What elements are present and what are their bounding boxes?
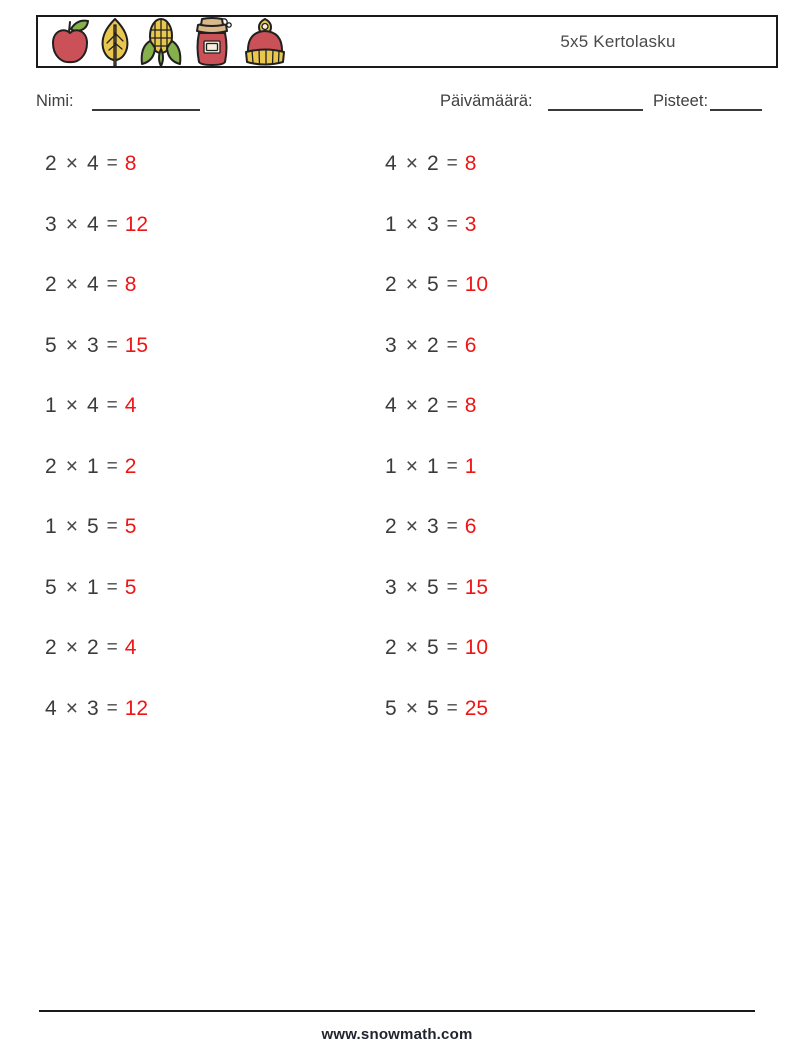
factor-b: 3 bbox=[426, 212, 439, 236]
multiplication-sign: × bbox=[405, 636, 418, 660]
answer: 12 bbox=[124, 696, 149, 720]
equals-sign: = bbox=[106, 576, 118, 598]
multiplication-sign: × bbox=[65, 273, 78, 297]
factor-b: 3 bbox=[426, 515, 439, 539]
jam-jar-icon bbox=[190, 17, 234, 67]
problems-column-left bbox=[45, 134, 148, 739]
answer: 8 bbox=[124, 152, 137, 176]
problem-row bbox=[385, 679, 488, 740]
factor-b: 2 bbox=[426, 333, 439, 357]
factor-a: 2 bbox=[385, 273, 397, 297]
corn-icon bbox=[138, 17, 184, 67]
equals-sign: = bbox=[106, 395, 118, 417]
multiplication-sign: × bbox=[405, 696, 418, 720]
multiplication-sign: × bbox=[405, 152, 418, 176]
answer: 12 bbox=[124, 212, 149, 236]
equals-sign: = bbox=[446, 697, 458, 719]
multiplication-sign: × bbox=[405, 212, 418, 236]
answer: 6 bbox=[464, 333, 477, 357]
equals-sign: = bbox=[446, 334, 458, 356]
score-label: Pisteet: bbox=[653, 92, 709, 110]
multiplication-sign: × bbox=[405, 333, 418, 357]
factor-a: 1 bbox=[45, 394, 57, 418]
header-box bbox=[36, 15, 778, 68]
factor-a: 5 bbox=[45, 575, 57, 599]
equals-sign: = bbox=[446, 395, 458, 417]
equals-sign: = bbox=[446, 637, 458, 659]
factor-a: 2 bbox=[45, 152, 57, 176]
answer: 1 bbox=[464, 454, 477, 478]
factor-a: 4 bbox=[385, 394, 397, 418]
equals-sign: = bbox=[106, 637, 118, 659]
answer: 6 bbox=[464, 515, 477, 539]
equals-sign: = bbox=[106, 153, 118, 175]
problem-row bbox=[45, 316, 148, 377]
factor-a: 1 bbox=[45, 515, 57, 539]
problem-row bbox=[385, 134, 488, 195]
equals-sign: = bbox=[446, 153, 458, 175]
answer: 15 bbox=[464, 575, 489, 599]
name-blank-line bbox=[92, 109, 200, 111]
date-blank-line bbox=[548, 109, 643, 111]
problem-row bbox=[45, 134, 148, 195]
name-label: Nimi: bbox=[36, 92, 74, 110]
multiplication-sign: × bbox=[405, 394, 418, 418]
factor-a: 1 bbox=[385, 454, 397, 478]
factor-b: 2 bbox=[86, 636, 99, 660]
factor-b: 5 bbox=[426, 575, 439, 599]
problem-row bbox=[385, 437, 488, 498]
multiplication-sign: × bbox=[65, 636, 78, 660]
factor-a: 2 bbox=[45, 454, 57, 478]
apple-icon bbox=[48, 18, 92, 66]
factor-a: 3 bbox=[385, 333, 397, 357]
factor-a: 5 bbox=[45, 333, 57, 357]
answer: 15 bbox=[124, 333, 149, 357]
factor-b: 2 bbox=[426, 394, 439, 418]
equals-sign: = bbox=[446, 213, 458, 235]
problem-row bbox=[385, 376, 488, 437]
equals-sign: = bbox=[106, 455, 118, 477]
equals-sign: = bbox=[446, 576, 458, 598]
multiplication-sign: × bbox=[65, 515, 78, 539]
problem-row bbox=[385, 316, 488, 377]
factor-b: 5 bbox=[426, 636, 439, 660]
winter-hat-icon bbox=[240, 17, 290, 67]
problem-row bbox=[45, 497, 148, 558]
factor-b: 1 bbox=[86, 454, 99, 478]
answer: 10 bbox=[464, 273, 489, 297]
multiplication-sign: × bbox=[65, 152, 78, 176]
factor-a: 2 bbox=[45, 636, 57, 660]
problem-row bbox=[45, 255, 148, 316]
factor-b: 4 bbox=[86, 394, 99, 418]
problem-row bbox=[45, 376, 148, 437]
multiplication-sign: × bbox=[65, 454, 78, 478]
answer: 8 bbox=[464, 152, 477, 176]
multiplication-sign: × bbox=[405, 515, 418, 539]
footer-divider bbox=[39, 1010, 755, 1012]
multiplication-sign: × bbox=[405, 454, 418, 478]
factor-a: 2 bbox=[385, 515, 397, 539]
problems-column-right bbox=[385, 134, 488, 739]
factor-a: 3 bbox=[45, 212, 57, 236]
answer: 4 bbox=[124, 394, 137, 418]
factor-b: 5 bbox=[426, 273, 439, 297]
answer: 4 bbox=[124, 636, 137, 660]
answer: 3 bbox=[464, 212, 477, 236]
equals-sign: = bbox=[446, 455, 458, 477]
website-url: www.snowmath.com bbox=[321, 1026, 473, 1043]
factor-a: 2 bbox=[45, 273, 57, 297]
multiplication-sign: × bbox=[65, 394, 78, 418]
factor-a: 1 bbox=[385, 212, 397, 236]
factor-b: 4 bbox=[86, 273, 99, 297]
answer: 25 bbox=[464, 696, 489, 720]
factor-a: 4 bbox=[45, 696, 57, 720]
factor-a: 2 bbox=[385, 636, 397, 660]
factor-b: 3 bbox=[86, 696, 99, 720]
factor-b: 4 bbox=[86, 212, 99, 236]
factor-a: 3 bbox=[385, 575, 397, 599]
problem-row bbox=[385, 497, 488, 558]
multiplication-sign: × bbox=[65, 212, 78, 236]
answer: 10 bbox=[464, 636, 489, 660]
equals-sign: = bbox=[106, 334, 118, 356]
answer: 8 bbox=[124, 273, 137, 297]
header-icons bbox=[38, 17, 290, 67]
page-title: 5x5 Kertolasku bbox=[560, 31, 676, 51]
problem-row bbox=[385, 255, 488, 316]
factor-b: 3 bbox=[86, 333, 99, 357]
problem-row bbox=[385, 618, 488, 679]
equals-sign: = bbox=[106, 697, 118, 719]
factor-b: 5 bbox=[426, 696, 439, 720]
factor-b: 2 bbox=[426, 152, 439, 176]
answer: 5 bbox=[124, 515, 137, 539]
problem-row bbox=[385, 558, 488, 619]
factor-a: 5 bbox=[385, 696, 397, 720]
factor-b: 5 bbox=[86, 515, 99, 539]
answer: 8 bbox=[464, 394, 477, 418]
multiplication-sign: × bbox=[65, 696, 78, 720]
multiplication-sign: × bbox=[65, 333, 78, 357]
multiplication-sign: × bbox=[65, 575, 78, 599]
factor-a: 4 bbox=[385, 152, 397, 176]
multiplication-sign: × bbox=[405, 575, 418, 599]
autumn-leaf-icon bbox=[98, 17, 132, 67]
multiplication-sign: × bbox=[405, 273, 418, 297]
date-label: Päivämäärä: bbox=[440, 92, 533, 110]
problem-row bbox=[45, 679, 148, 740]
problem-row bbox=[45, 558, 148, 619]
factor-b: 1 bbox=[86, 575, 99, 599]
equals-sign: = bbox=[446, 516, 458, 538]
equals-sign: = bbox=[106, 274, 118, 296]
problem-row bbox=[385, 195, 488, 256]
equals-sign: = bbox=[106, 516, 118, 538]
problem-row bbox=[45, 195, 148, 256]
problem-row bbox=[45, 618, 148, 679]
factor-b: 1 bbox=[426, 454, 439, 478]
problem-row bbox=[45, 437, 148, 498]
factor-b: 4 bbox=[86, 152, 99, 176]
equals-sign: = bbox=[106, 213, 118, 235]
equals-sign: = bbox=[446, 274, 458, 296]
answer: 2 bbox=[124, 454, 137, 478]
score-blank-line bbox=[710, 109, 762, 111]
answer: 5 bbox=[124, 575, 137, 599]
